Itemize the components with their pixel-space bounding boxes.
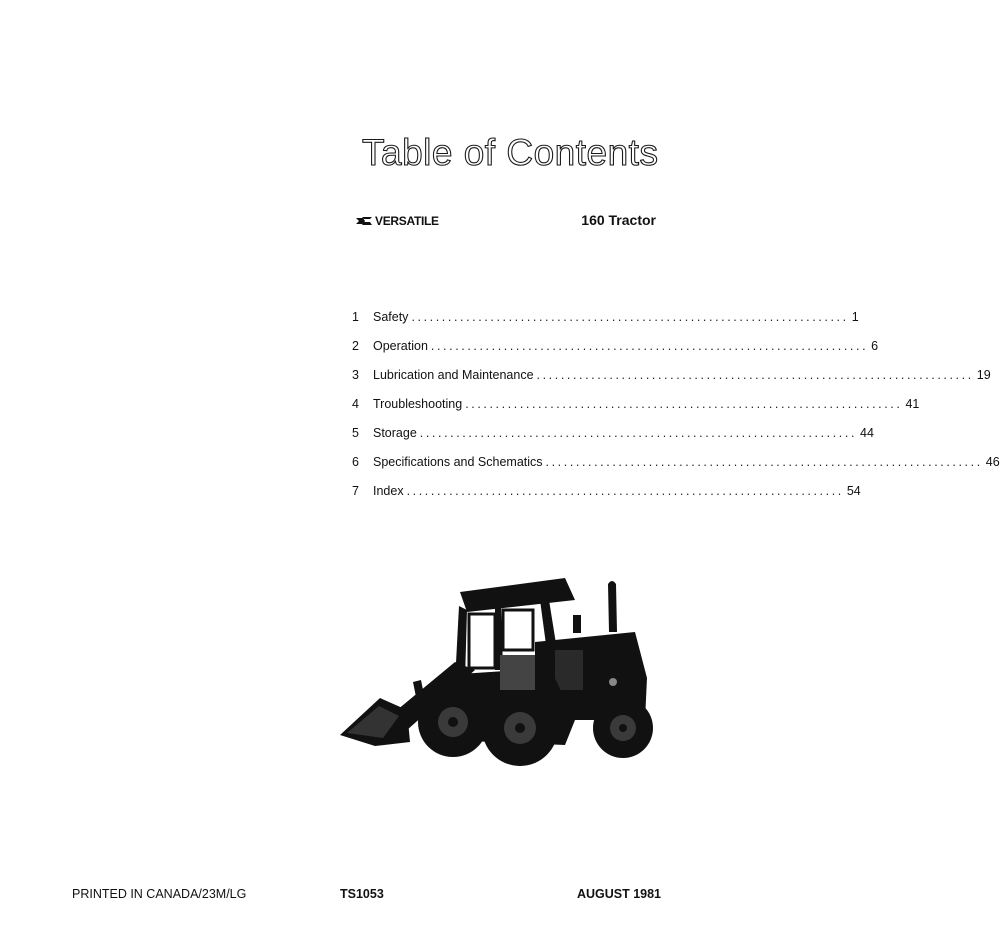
toc-entry[interactable]: 4 Troubleshooting ........................................................................ 41 xyxy=(352,397,920,411)
versatile-logo-icon xyxy=(356,216,372,226)
publication-date: AUGUST 1981 xyxy=(576,887,661,901)
print-info: PRINTED IN CANADA/23M/LG xyxy=(72,887,247,901)
toc-list xyxy=(352,310,1000,513)
toc-entry[interactable]: 7 Index ........................................................................ 54 xyxy=(352,484,861,498)
brand-name: VERSATILE xyxy=(375,214,439,228)
toc-entry[interactable]: 3 Lubrication and Maintenance ........................................................................ 19 xyxy=(352,368,991,382)
toc-entry[interactable]: 6 Specifications and Schematics ........................................................................ 46 xyxy=(352,455,1000,469)
document-code: TS1053 xyxy=(340,887,384,901)
model-name: 160 Tractor xyxy=(581,212,656,228)
toc-entry[interactable]: 2 Operation ........................................................................ 6 xyxy=(352,339,879,353)
brand-logo xyxy=(356,214,439,228)
toc-entry[interactable]: 5 Storage ........................................................................ 44 xyxy=(352,426,874,440)
loader-tractor-illustration xyxy=(335,570,665,775)
toc-entry[interactable]: 1 Safety ........................................................................ 1 xyxy=(352,310,859,324)
page-title: Table of Contents xyxy=(362,132,659,173)
